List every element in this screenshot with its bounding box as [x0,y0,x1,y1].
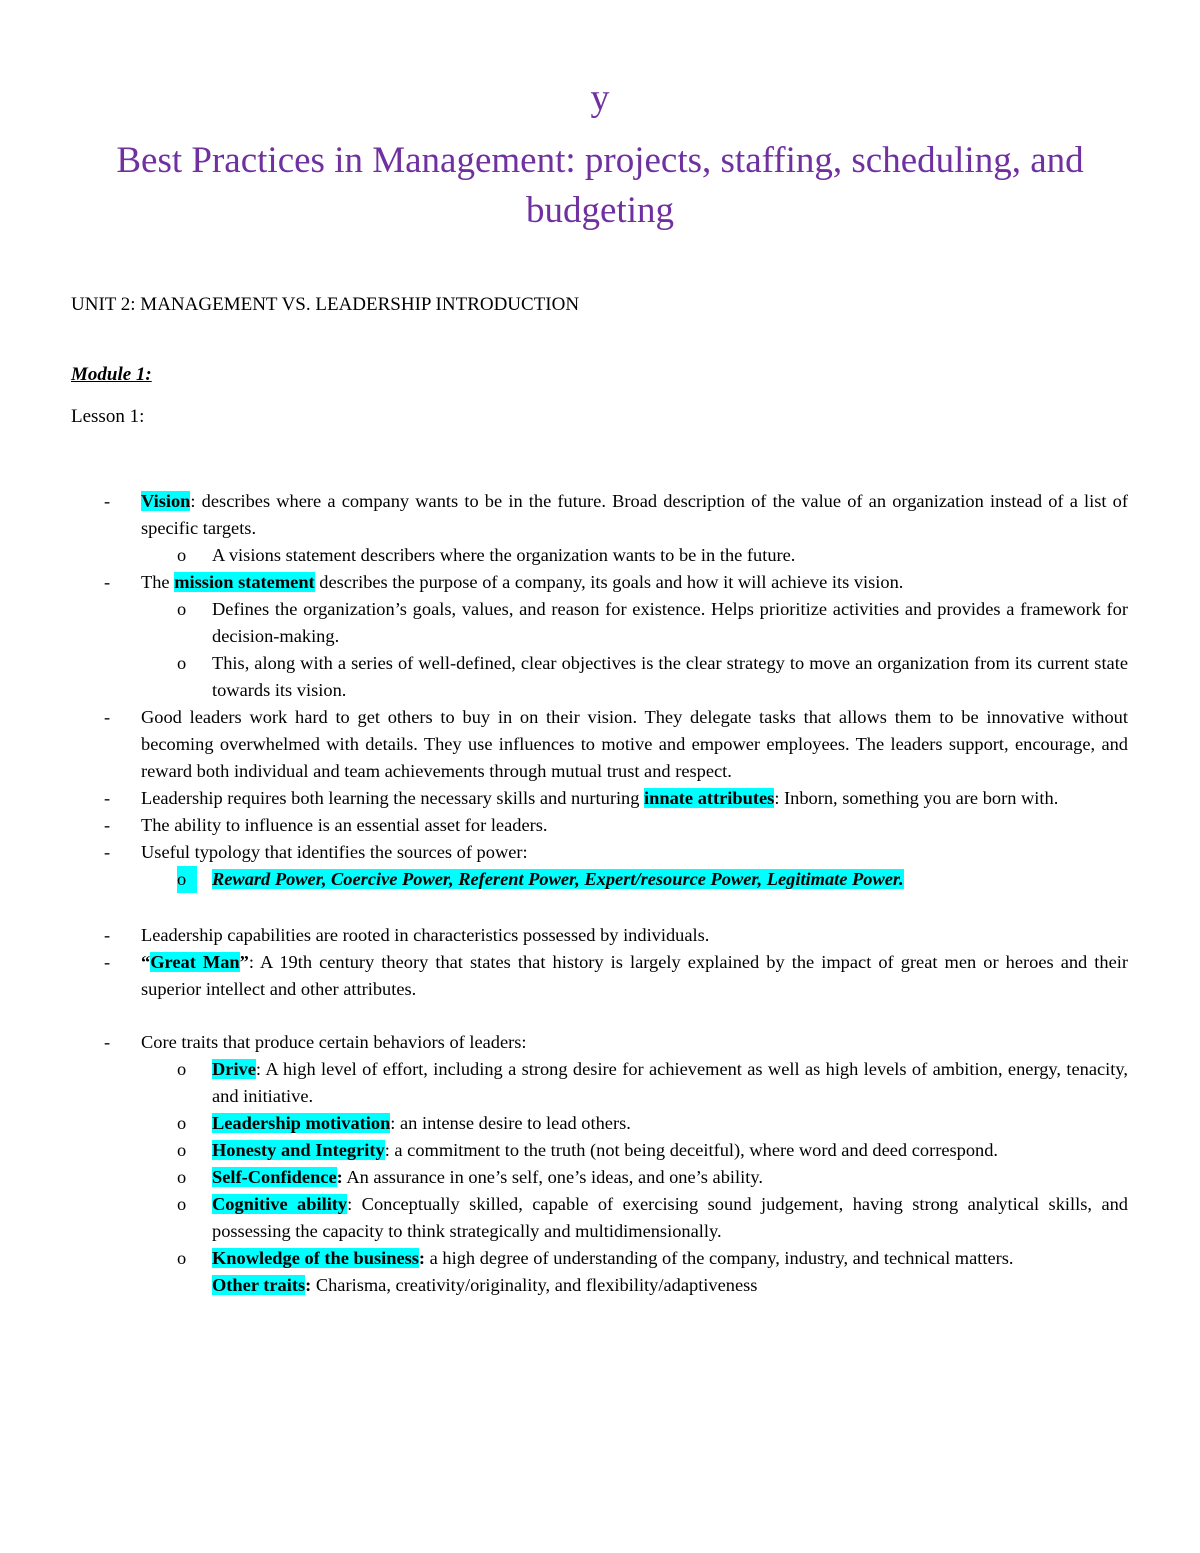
term-knowledge-business: Knowledge of the business [212,1248,419,1268]
other-traits-text: Charisma, creativity/originality, and flexibility/adaptiveness [311,1275,758,1295]
dash-bullet: - [104,952,111,972]
dash-bullet: - [104,572,111,592]
other-traits-colon: : [305,1275,312,1295]
unit-heading: UNIT 2: MANAGEMENT VS. LEADERSHIP INTRODUCTION [71,294,580,315]
trait-cognitive-ability [70,1191,1128,1245]
self-confidence-text: An assurance in one’s self, one’s ideas, and one’s ability. [342,1167,763,1187]
motivation-text: : an intense desire to lead others. [390,1113,631,1133]
mission-sub-text-1: Defines the organization’s goals, values, and reason for existence. Helps prioritize activities and provides a framework for decision-making. [212,599,1128,646]
typology-text: Useful typology that identifies the sources of power: [141,842,528,862]
trait-self-confidence [70,1164,1128,1191]
list-item-core-traits [70,1029,1128,1056]
module-heading: Module 1: [71,364,152,385]
list-item-innate [70,785,1128,812]
term-leadership-motivation: Leadership motivation [212,1113,391,1133]
great-man-open-quote: “ [141,952,151,972]
circle-bullet: o [177,1194,187,1214]
self-confidence-colon: : [336,1167,343,1187]
header-mark: y [590,77,610,119]
influence-text: The ability to influence is an essential asset for leaders. [141,815,548,835]
spacer [70,893,1128,922]
term-mission-statement: mission statement [174,572,315,592]
term-other-traits: Other traits [212,1275,306,1295]
knowledge-colon: : [418,1248,426,1268]
notes-list [70,488,1128,1299]
dash-bullet: - [104,491,111,511]
circle-bullet: o [177,545,187,565]
circle-bullet: o [177,1167,187,1187]
honesty-text: : a commitment to the truth (not being deceitful), where word and deed correspond. [384,1140,999,1160]
list-item-good-leaders [70,704,1128,785]
term-self-confidence: Self-Confidence [212,1167,337,1187]
dash-bullet: - [104,1032,111,1052]
trait-leadership-motivation [70,1110,1128,1137]
good-leaders-text: Good leaders work hard to get others to buy in on their vision. They delegate tasks that allows them to be innovative without becoming overwhelmed with details. They use influences to motive and empower employees. The leaders support, encourage, and reward both individual and team achievements through mutual trust and respect. [141,707,1128,781]
term-great-man: Great Man [150,952,240,972]
sub-item-mission-1 [70,596,1128,650]
innate-prefix: Leadership requires both learning the necessary skills and nurturing [141,788,645,808]
spacer [70,1003,1128,1029]
great-man-close-quote: ” [239,952,249,972]
sub-item-powers [70,866,1128,893]
list-item-influence [70,812,1128,839]
circle-bullet: o [177,1248,187,1268]
list-item-mission [70,569,1128,596]
trait-honesty-integrity [70,1137,1128,1164]
vision-text: : describes where a company wants to be in the future. Broad description of the value of an organization instead of a list of specific targets. [141,491,1128,538]
circle-bullet: o [177,866,197,893]
circle-bullet: o [177,653,187,673]
term-innate-attributes: innate attributes [644,788,775,808]
vision-sub-text: A visions statement describers where the organization wants to be in the future. [212,545,796,565]
lesson-heading: Lesson 1: [71,406,145,427]
other-traits-line [70,1272,1128,1299]
term-cognitive-ability: Cognitive ability [212,1194,348,1214]
drive-text: : A high level of effort, including a strong desire for achievement as well as high levels of ambition, energy, tenacity, and initiative. [212,1059,1128,1106]
core-traits-text: Core traits that produce certain behaviors of leaders: [141,1032,527,1052]
innate-text: : Inborn, something you are born with. [774,788,1059,808]
list-item-capabilities [70,922,1128,949]
dash-bullet: - [104,842,111,862]
cognitive-text: : Conceptually skilled, capable of exercising sound judgement, having strong analytical skills, and possessing the capacity to think strategically and multidimensionally. [212,1194,1128,1241]
list-item-vision [70,488,1128,542]
circle-bullet: o [177,1059,187,1079]
trait-knowledge-business [70,1245,1128,1272]
great-man-text: : A 19th century theory that states that history is largely explained by the impact of great men or heroes and their superior intellect and other attributes. [141,952,1129,999]
sub-item-mission-2 [70,650,1128,704]
circle-bullet: o [177,1140,187,1160]
dash-bullet: - [104,788,111,808]
circle-bullet: o [177,599,187,619]
term-honesty-integrity: Honesty and Integrity [212,1140,385,1160]
circle-bullet: o [177,1113,187,1133]
trait-drive [70,1056,1128,1110]
dash-bullet: - [104,707,111,727]
term-vision: Vision [141,491,191,511]
powers-text: Reward Power, Coercive Power, Referent Power, Expert/resource Power, Legitimate Power. [212,869,904,889]
list-item-typology [70,839,1128,866]
capabilities-text: Leadership capabilities are rooted in characteristics possessed by individuals. [141,925,710,945]
list-item-great-man [70,949,1128,1003]
dash-bullet: - [104,925,111,945]
sub-item-vision [70,542,1128,569]
mission-text: describes the purpose of a company, its goals and how it will achieve its vision. [314,572,904,592]
term-drive: Drive [212,1059,256,1079]
dash-bullet: - [104,815,111,835]
mission-sub-text-2: This, along with a series of well-defined, clear objectives is the clear strategy to move an organization from its current state towards its vision. [212,653,1128,700]
knowledge-text: a high degree of understanding of the company, industry, and technical matters. [425,1248,1014,1268]
page-title: Best Practices in Management: projects, staffing, scheduling, and budgeting [116,140,1084,231]
mission-prefix: The [141,572,175,592]
